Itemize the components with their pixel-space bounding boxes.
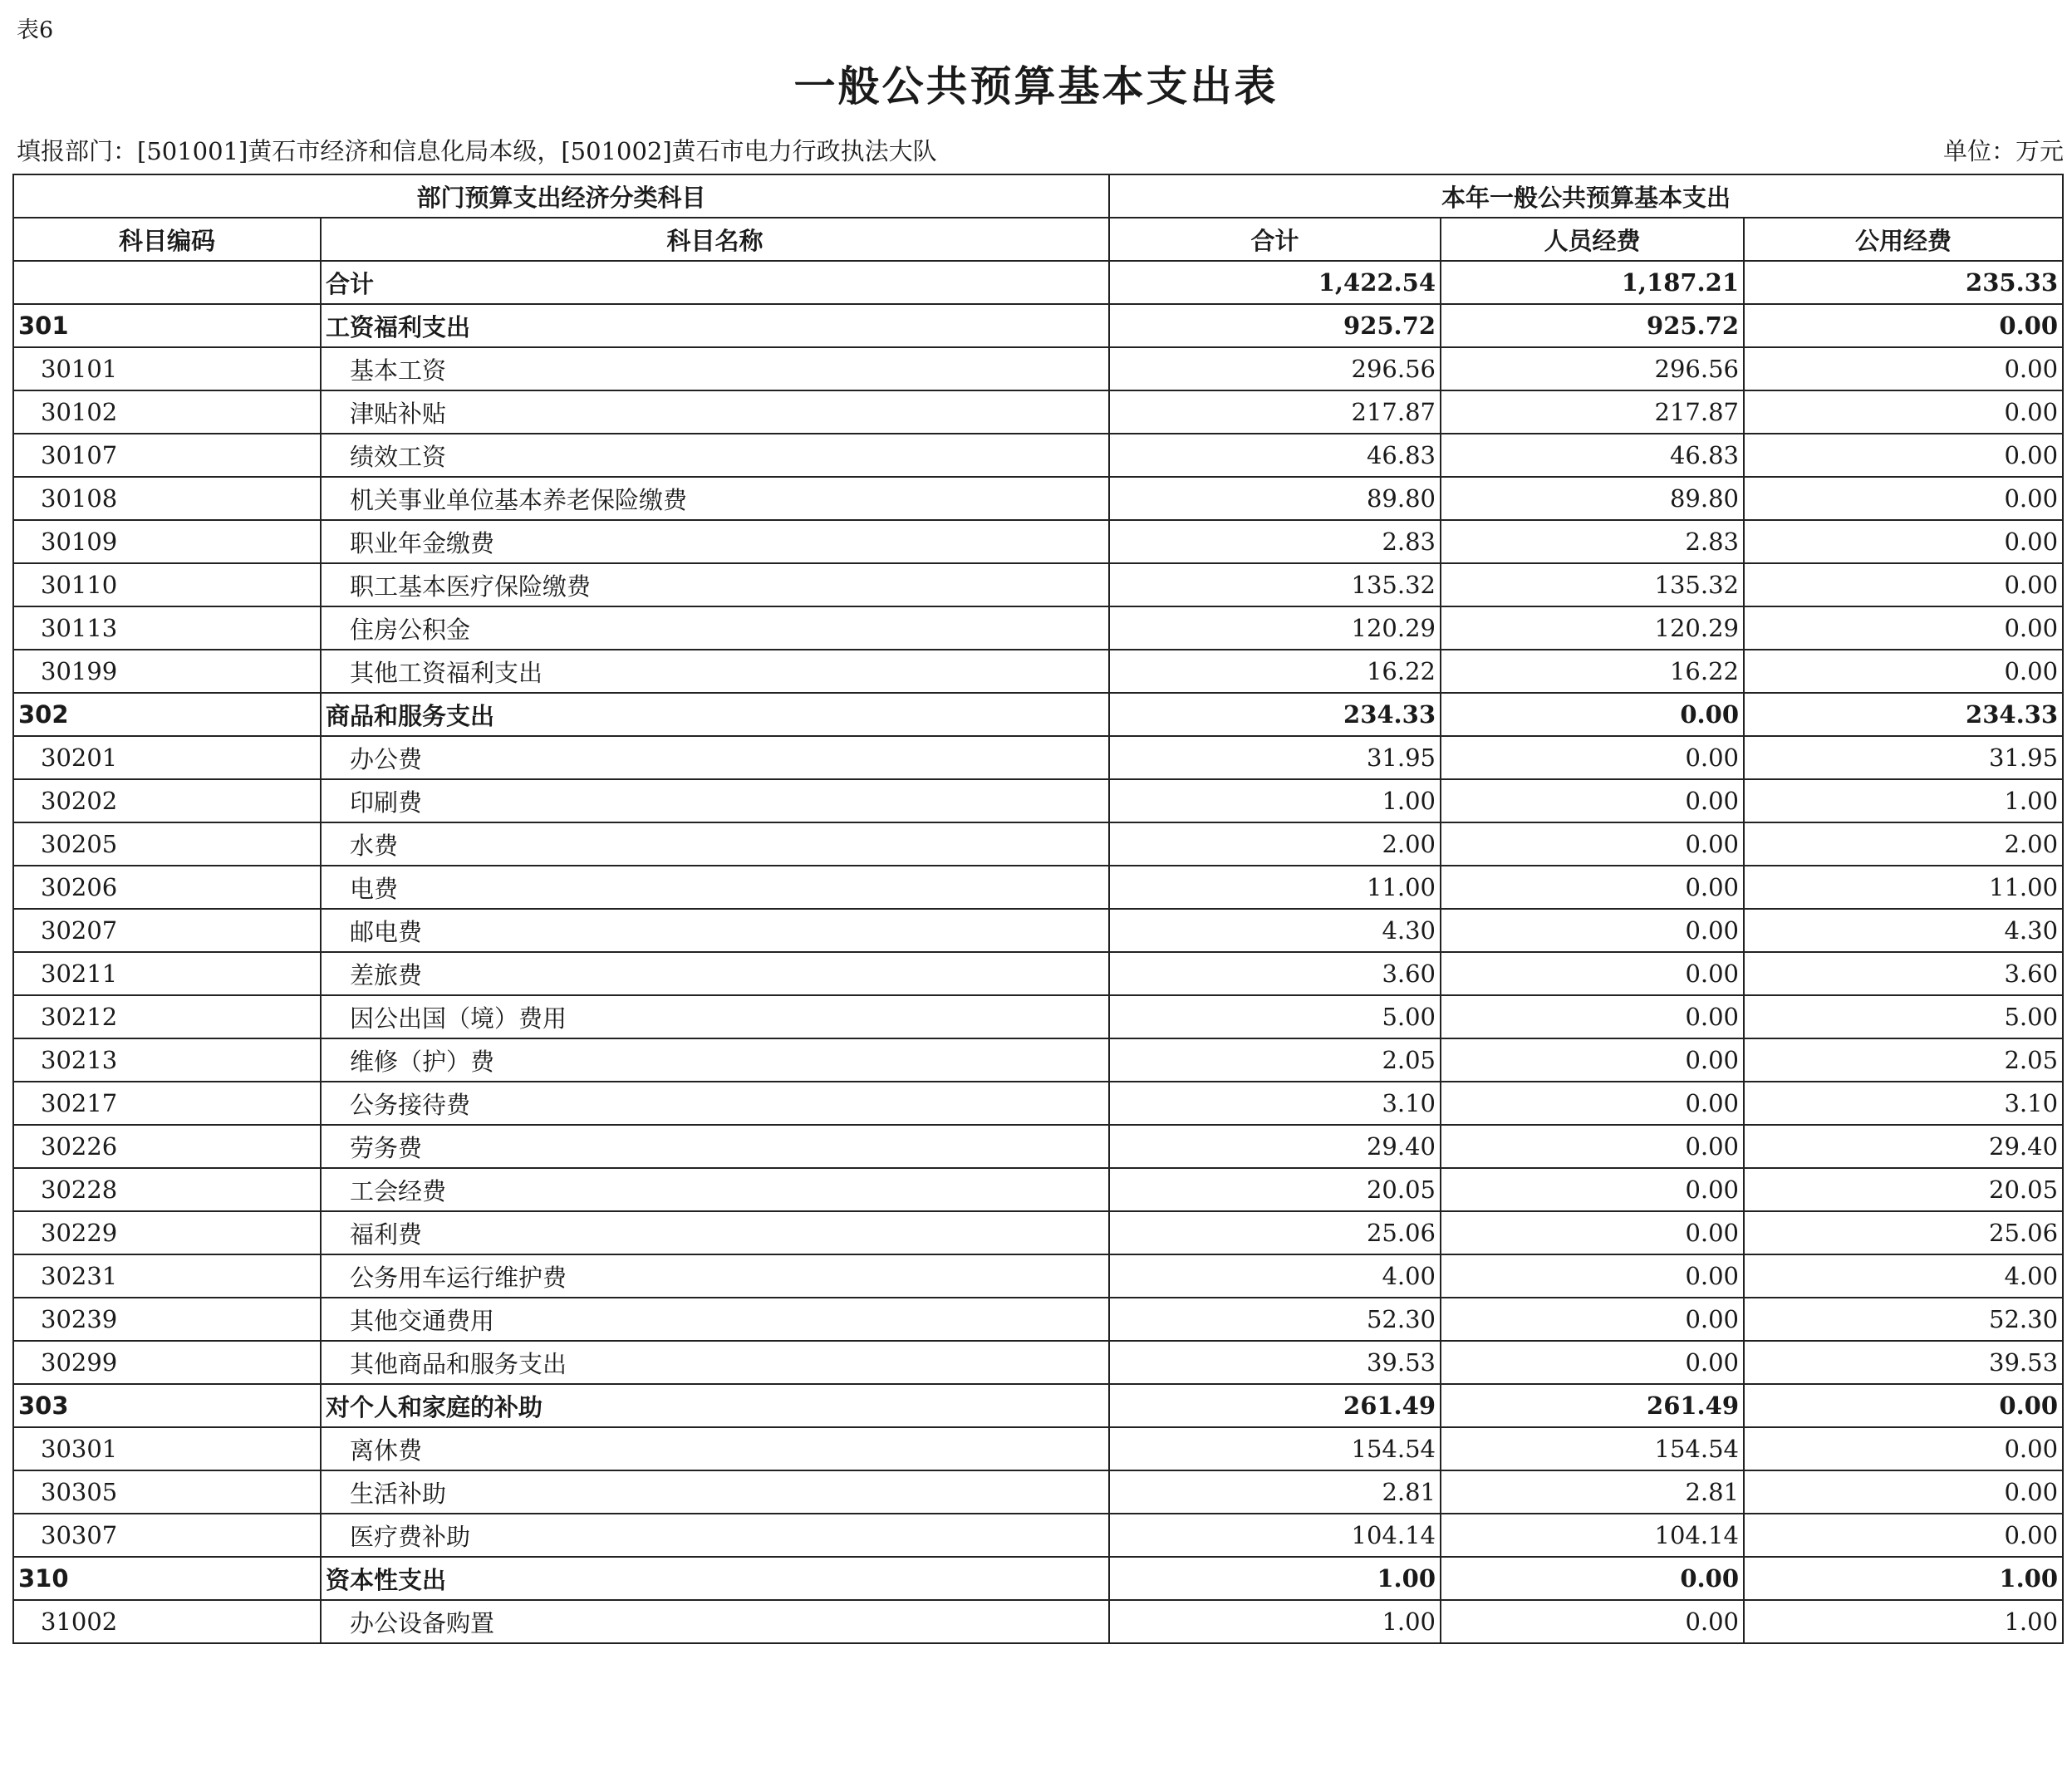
cell-name: 劳务费 [321, 1125, 1109, 1168]
cell-total: 925.72 [1109, 304, 1441, 347]
cell-name: 办公费 [321, 736, 1109, 779]
table-number: 表6 [17, 17, 54, 43]
cell-personnel: 0.00 [1441, 693, 1744, 736]
cell-code: 303 [13, 1384, 321, 1427]
cell-public: 1.00 [1744, 1600, 2063, 1643]
cell-name: 基本工资 [321, 347, 1109, 390]
cell-code: 30299 [13, 1341, 321, 1384]
cell-public: 0.00 [1744, 477, 2063, 520]
table-row [13, 650, 2063, 693]
cell-code: 30110 [13, 563, 321, 606]
cell-name: 维修（护）费 [321, 1038, 1109, 1082]
table-row [13, 1038, 2063, 1082]
cell-personnel: 16.22 [1441, 650, 1744, 693]
cell-name: 福利费 [321, 1211, 1109, 1254]
table-row [13, 261, 2063, 304]
cell-public: 2.05 [1744, 1038, 2063, 1082]
cell-public: 20.05 [1744, 1168, 2063, 1211]
cell-public: 4.30 [1744, 909, 2063, 952]
cell-personnel: 46.83 [1441, 434, 1744, 477]
table-row [13, 1082, 2063, 1125]
cell-total: 4.30 [1109, 909, 1441, 952]
cell-code [13, 261, 321, 304]
cell-personnel: 104.14 [1441, 1514, 1744, 1557]
cell-personnel: 135.32 [1441, 563, 1744, 606]
cell-total: 89.80 [1109, 477, 1441, 520]
cell-public: 11.00 [1744, 866, 2063, 909]
cell-name: 印刷费 [321, 779, 1109, 822]
table-row [13, 1168, 2063, 1211]
table-row [13, 1341, 2063, 1384]
cell-code: 302 [13, 693, 321, 736]
cell-personnel: 0.00 [1441, 866, 1744, 909]
cell-name: 公务接待费 [321, 1082, 1109, 1125]
cell-public: 3.60 [1744, 952, 2063, 995]
cell-name: 水费 [321, 822, 1109, 866]
table-row [13, 606, 2063, 650]
cell-code: 310 [13, 1557, 321, 1600]
cell-public: 235.33 [1744, 261, 2063, 304]
cell-name: 邮电费 [321, 909, 1109, 952]
cell-total: 31.95 [1109, 736, 1441, 779]
cell-public: 0.00 [1744, 520, 2063, 563]
cell-name: 职业年金缴费 [321, 520, 1109, 563]
cell-code: 30231 [13, 1254, 321, 1298]
table-row [13, 952, 2063, 995]
cell-personnel: 0.00 [1441, 822, 1744, 866]
table-row [13, 477, 2063, 520]
cell-name: 绩效工资 [321, 434, 1109, 477]
cell-public: 0.00 [1744, 563, 2063, 606]
table-row [13, 1125, 2063, 1168]
table-row [13, 693, 2063, 736]
cell-total: 261.49 [1109, 1384, 1441, 1427]
column-header-name: 科目名称 [321, 218, 1109, 261]
cell-total: 2.00 [1109, 822, 1441, 866]
cell-code: 30307 [13, 1514, 321, 1557]
cell-code: 30213 [13, 1038, 321, 1082]
cell-public: 31.95 [1744, 736, 2063, 779]
cell-personnel: 0.00 [1441, 995, 1744, 1038]
cell-public: 0.00 [1744, 304, 2063, 347]
cell-total: 11.00 [1109, 866, 1441, 909]
cell-code: 30205 [13, 822, 321, 866]
cell-personnel: 120.29 [1441, 606, 1744, 650]
cell-name: 津贴补贴 [321, 390, 1109, 434]
column-header-total: 合计 [1109, 218, 1441, 261]
table-row [13, 822, 2063, 866]
cell-public: 25.06 [1744, 1211, 2063, 1254]
cell-name: 资本性支出 [321, 1557, 1109, 1600]
cell-total: 20.05 [1109, 1168, 1441, 1211]
cell-name: 工资福利支出 [321, 304, 1109, 347]
cell-name: 办公设备购置 [321, 1600, 1109, 1643]
table-group-header-row [13, 174, 2063, 218]
column-header-code: 科目编码 [13, 218, 321, 261]
cell-total: 1.00 [1109, 779, 1441, 822]
table-row [13, 1427, 2063, 1470]
cell-name: 机关事业单位基本养老保险缴费 [321, 477, 1109, 520]
cell-name: 生活补助 [321, 1470, 1109, 1514]
cell-name: 住房公积金 [321, 606, 1109, 650]
cell-personnel: 925.72 [1441, 304, 1744, 347]
table-row [13, 520, 2063, 563]
cell-code: 30206 [13, 866, 321, 909]
cell-code: 301 [13, 304, 321, 347]
cell-code: 30239 [13, 1298, 321, 1341]
cell-total: 3.10 [1109, 1082, 1441, 1125]
table-body [13, 261, 2063, 1643]
cell-personnel: 0.00 [1441, 1298, 1744, 1341]
cell-public: 0.00 [1744, 390, 2063, 434]
cell-total: 1,422.54 [1109, 261, 1441, 304]
cell-code: 30199 [13, 650, 321, 693]
cell-total: 2.81 [1109, 1470, 1441, 1514]
cell-code: 30207 [13, 909, 321, 952]
cell-public: 29.40 [1744, 1125, 2063, 1168]
cell-total: 104.14 [1109, 1514, 1441, 1557]
cell-personnel: 0.00 [1441, 1341, 1744, 1384]
cell-name: 商品和服务支出 [321, 693, 1109, 736]
cell-name: 公务用车运行维护费 [321, 1254, 1109, 1298]
table-row [13, 1298, 2063, 1341]
cell-personnel: 0.00 [1441, 1125, 1744, 1168]
table-row [13, 1384, 2063, 1427]
table-row [13, 563, 2063, 606]
cell-name: 其他交通费用 [321, 1298, 1109, 1341]
cell-personnel: 154.54 [1441, 1427, 1744, 1470]
table-row [13, 304, 2063, 347]
unit-label: 单位：万元 [1942, 137, 2064, 165]
cell-total: 39.53 [1109, 1341, 1441, 1384]
cell-code: 30217 [13, 1082, 321, 1125]
cell-total: 296.56 [1109, 347, 1441, 390]
cell-public: 0.00 [1744, 1514, 2063, 1557]
table-row [13, 1470, 2063, 1514]
cell-name: 电费 [321, 866, 1109, 909]
cell-name: 其他商品和服务支出 [321, 1341, 1109, 1384]
table-row [13, 779, 2063, 822]
cell-total: 3.60 [1109, 952, 1441, 995]
cell-public: 52.30 [1744, 1298, 2063, 1341]
cell-personnel: 0.00 [1441, 1082, 1744, 1125]
cell-code: 30101 [13, 347, 321, 390]
cell-public: 39.53 [1744, 1341, 2063, 1384]
expenditure-table [12, 174, 2064, 1644]
cell-public: 0.00 [1744, 1470, 2063, 1514]
cell-public: 1.00 [1744, 1557, 2063, 1600]
cell-total: 217.87 [1109, 390, 1441, 434]
cell-personnel: 0.00 [1441, 1038, 1744, 1082]
group-header-basic-expenditure: 本年一般公共预算基本支出 [1109, 174, 2063, 218]
cell-personnel: 0.00 [1441, 1168, 1744, 1211]
cell-name: 医疗费补助 [321, 1514, 1109, 1557]
cell-total: 2.83 [1109, 520, 1441, 563]
cell-code: 30108 [13, 477, 321, 520]
table-row [13, 1514, 2063, 1557]
cell-code: 30301 [13, 1427, 321, 1470]
cell-code: 30212 [13, 995, 321, 1038]
cell-public: 0.00 [1744, 606, 2063, 650]
cell-personnel: 0.00 [1441, 1600, 1744, 1643]
cell-name: 合计 [321, 261, 1109, 304]
cell-personnel: 2.81 [1441, 1470, 1744, 1514]
cell-total: 135.32 [1109, 563, 1441, 606]
cell-code: 30211 [13, 952, 321, 995]
cell-personnel: 0.00 [1441, 1557, 1744, 1600]
table-row [13, 1254, 2063, 1298]
cell-name: 差旅费 [321, 952, 1109, 995]
cell-code: 30109 [13, 520, 321, 563]
cell-name: 工会经费 [321, 1168, 1109, 1211]
cell-total: 1.00 [1109, 1557, 1441, 1600]
cell-code: 30202 [13, 779, 321, 822]
cell-total: 25.06 [1109, 1211, 1441, 1254]
column-header-personnel: 人员经费 [1441, 218, 1744, 261]
cell-public: 0.00 [1744, 347, 2063, 390]
cell-total: 5.00 [1109, 995, 1441, 1038]
cell-personnel: 0.00 [1441, 1254, 1744, 1298]
cell-code: 30226 [13, 1125, 321, 1168]
cell-code: 30102 [13, 390, 321, 434]
cell-personnel: 217.87 [1441, 390, 1744, 434]
column-header-public: 公用经费 [1744, 218, 2063, 261]
cell-personnel: 0.00 [1441, 952, 1744, 995]
cell-total: 120.29 [1109, 606, 1441, 650]
table-row [13, 1211, 2063, 1254]
filling-department: 填报部门：[501001]黄石市经济和信息化局本级，[501002]黄石市电力行政执法大队 [17, 137, 937, 165]
cell-total: 234.33 [1109, 693, 1441, 736]
cell-public: 0.00 [1744, 434, 2063, 477]
cell-public: 5.00 [1744, 995, 2063, 1038]
cell-name: 离休费 [321, 1427, 1109, 1470]
table-row [13, 866, 2063, 909]
cell-name: 职工基本医疗保险缴费 [321, 563, 1109, 606]
table-row [13, 995, 2063, 1038]
table-row [13, 1557, 2063, 1600]
cell-personnel: 0.00 [1441, 909, 1744, 952]
cell-code: 30113 [13, 606, 321, 650]
cell-code: 30228 [13, 1168, 321, 1211]
cell-personnel: 0.00 [1441, 779, 1744, 822]
cell-public: 2.00 [1744, 822, 2063, 866]
table-row [13, 909, 2063, 952]
cell-total: 46.83 [1109, 434, 1441, 477]
cell-public: 1.00 [1744, 779, 2063, 822]
cell-personnel: 261.49 [1441, 1384, 1744, 1427]
cell-total: 4.00 [1109, 1254, 1441, 1298]
cell-personnel: 0.00 [1441, 1211, 1744, 1254]
cell-personnel: 296.56 [1441, 347, 1744, 390]
group-header-classification: 部门预算支出经济分类科目 [13, 174, 1109, 218]
cell-public: 0.00 [1744, 1427, 2063, 1470]
cell-code: 30107 [13, 434, 321, 477]
cell-total: 52.30 [1109, 1298, 1441, 1341]
cell-personnel: 0.00 [1441, 736, 1744, 779]
cell-name: 其他工资福利支出 [321, 650, 1109, 693]
cell-total: 1.00 [1109, 1600, 1441, 1643]
cell-code: 31002 [13, 1600, 321, 1643]
cell-total: 16.22 [1109, 650, 1441, 693]
cell-personnel: 89.80 [1441, 477, 1744, 520]
cell-public: 0.00 [1744, 650, 2063, 693]
cell-code: 30201 [13, 736, 321, 779]
table-row [13, 390, 2063, 434]
table-row [13, 736, 2063, 779]
cell-public: 234.33 [1744, 693, 2063, 736]
cell-public: 4.00 [1744, 1254, 2063, 1298]
cell-code: 30229 [13, 1211, 321, 1254]
table-row [13, 434, 2063, 477]
cell-public: 0.00 [1744, 1384, 2063, 1427]
table-row [13, 1600, 2063, 1643]
cell-total: 154.54 [1109, 1427, 1441, 1470]
cell-name: 对个人和家庭的补助 [321, 1384, 1109, 1427]
table-column-header-row [13, 218, 2063, 261]
page-title: 一般公共预算基本支出表 [793, 62, 1279, 110]
cell-public: 3.10 [1744, 1082, 2063, 1125]
cell-personnel: 1,187.21 [1441, 261, 1744, 304]
cell-personnel: 2.83 [1441, 520, 1744, 563]
table-row [13, 347, 2063, 390]
cell-name: 因公出国（境）费用 [321, 995, 1109, 1038]
cell-total: 2.05 [1109, 1038, 1441, 1082]
cell-total: 29.40 [1109, 1125, 1441, 1168]
cell-code: 30305 [13, 1470, 321, 1514]
